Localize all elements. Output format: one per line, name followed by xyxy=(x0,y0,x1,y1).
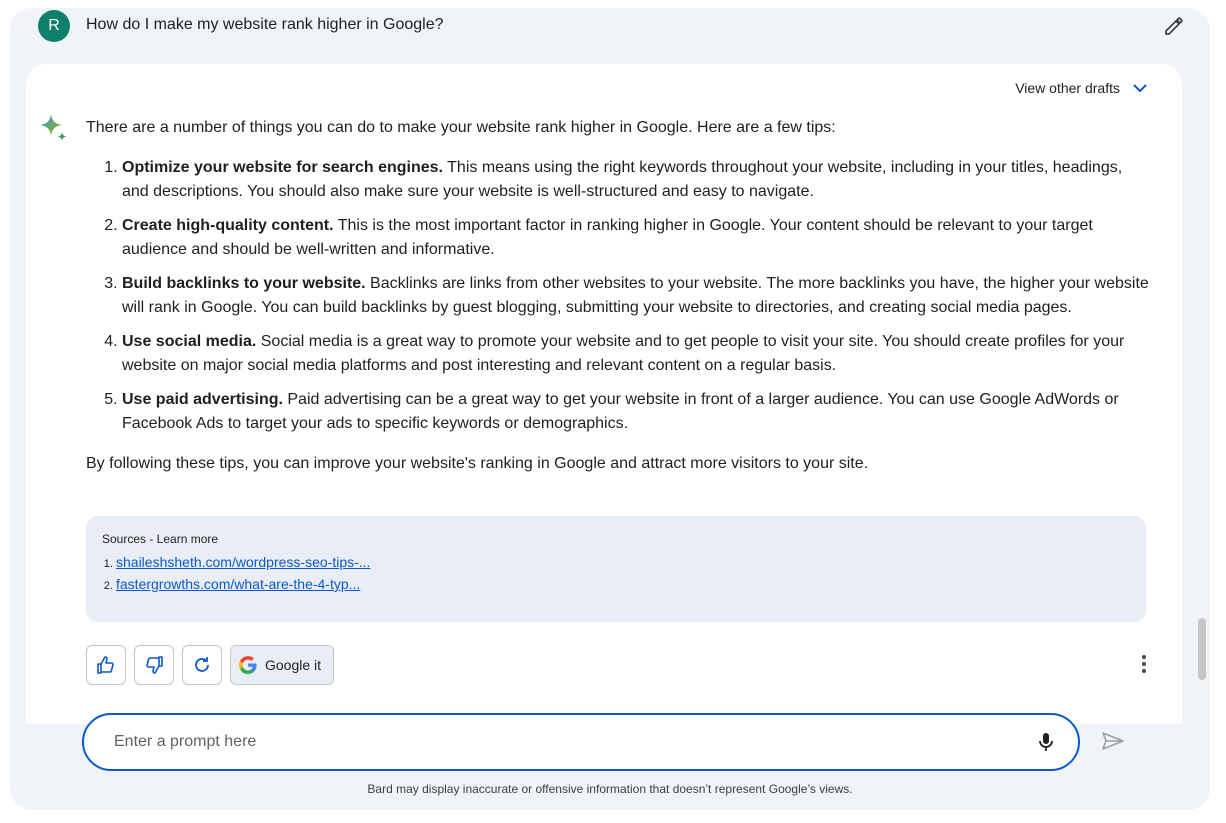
tip-title: Use social media. xyxy=(122,333,257,350)
source-item xyxy=(116,574,1130,596)
tip-item xyxy=(122,388,1152,436)
prompt-input[interactable] xyxy=(114,729,1014,755)
user-query-row xyxy=(38,10,1198,40)
refresh-icon xyxy=(192,655,212,675)
prompt-box xyxy=(82,713,1080,771)
bard-chat-window xyxy=(10,8,1210,810)
tip-item xyxy=(122,272,1152,320)
source-link[interactable]: fastergrowths.com/what-are-the-4-typ... xyxy=(116,576,361,592)
response-intro: There are a number of things you can do to make your website rank higher in Google. Here are a few tips: xyxy=(86,119,836,136)
sources-box xyxy=(86,516,1146,622)
tip-title: Create high-quality content. xyxy=(122,217,334,234)
user-query-text: How do I make my website rank higher in Google? xyxy=(86,16,444,33)
source-link[interactable]: shaileshsheth.com/wordpress-seo-tips-... xyxy=(116,554,371,570)
response-actions xyxy=(86,645,334,685)
more-options-icon[interactable] xyxy=(1132,652,1156,676)
view-other-drafts-button[interactable] xyxy=(1015,80,1148,96)
thumbs-up-button[interactable] xyxy=(86,645,126,685)
response-card xyxy=(26,64,1182,724)
thumbs-down-button[interactable] xyxy=(134,645,174,685)
response-body xyxy=(86,116,1152,476)
bard-sparkle-icon xyxy=(38,112,70,144)
tip-title: Build backlinks to your website. xyxy=(122,275,366,292)
tip-item xyxy=(122,214,1152,262)
tip-item xyxy=(122,330,1152,378)
google-it-label: Google it xyxy=(265,657,322,673)
regenerate-button[interactable] xyxy=(182,645,222,685)
send-icon[interactable] xyxy=(1100,728,1126,754)
microphone-icon[interactable] xyxy=(1034,730,1058,754)
tip-title: Optimize your website for search engines. xyxy=(122,159,443,176)
google-g-icon xyxy=(239,656,257,674)
edit-pencil-icon[interactable] xyxy=(1162,14,1186,38)
sources-heading[interactable]: Sources - Learn more xyxy=(102,532,219,546)
tips-list xyxy=(122,156,1152,436)
scrollbar-thumb[interactable] xyxy=(1198,618,1206,680)
sources-list xyxy=(116,552,1130,596)
user-avatar: R xyxy=(38,10,70,42)
tip-text: Backlinks are links from other websites to your website. The more backlinks you have, the higher your website will rank in Google. You can build backlinks by guest blogging, submitting your website to directories, and creating social media pages. xyxy=(122,275,1149,316)
tip-text: Social media is a great way to promote your website and to get people to visit your site. You should create profiles for your website on major social media platforms and post interesting and relevant content on a regular basis. xyxy=(122,333,1125,374)
disclaimer-text: Bard may display inaccurate or offensive information that doesn’t represent Google’s views. xyxy=(367,782,853,796)
tip-text: This is the most important factor in ranking higher in Google. Your content should be relevant to your target audience and should be well-written and informative. xyxy=(122,217,1093,258)
view-drafts-label: View other drafts xyxy=(1015,80,1120,96)
tip-text: This means using the right keywords throughout your website, including in your titles, headings, and descriptions. You should also make sure your website is well-structured and easy to navigate. xyxy=(122,159,1123,200)
tip-title: Use paid advertising. xyxy=(122,391,283,408)
response-outro: By following these tips, you can improve your website's ranking in Google and attract more visitors to your site. xyxy=(86,455,869,472)
thumbs-up-icon xyxy=(96,655,116,675)
chevron-down-icon xyxy=(1132,80,1148,96)
tip-text: Paid advertising can be a great way to get your website in front of a larger audience. You can use Google AdWords or Facebook Ads to target your ads to specific keywords or demographics. xyxy=(122,391,1119,432)
google-it-button[interactable] xyxy=(230,645,334,685)
thumbs-down-icon xyxy=(144,655,164,675)
tip-item xyxy=(122,156,1152,204)
source-item xyxy=(116,552,1130,574)
